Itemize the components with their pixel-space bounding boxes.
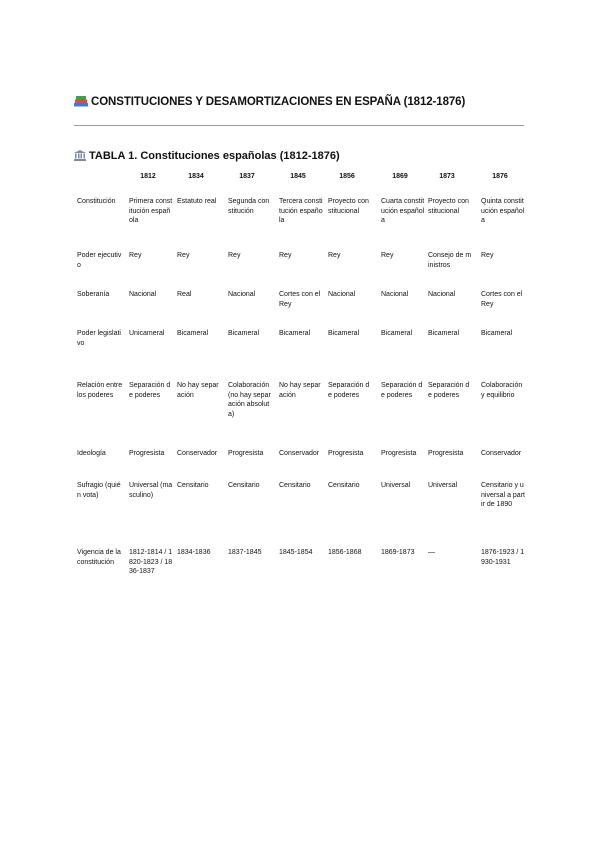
- table-cell: Nacional: [129, 291, 157, 298]
- table-cell: Progresista: [129, 450, 165, 457]
- table-title-text: TABLA 1. Constituciones españolas (1812-1876): [89, 150, 340, 162]
- table-cell: Rey: [328, 252, 341, 259]
- table-cell: Consejo de ministros: [428, 252, 472, 269]
- table-cell: Conservador: [177, 450, 218, 457]
- table-cell: Rey: [177, 252, 190, 259]
- row-label: Sufragio (quién vota): [77, 482, 121, 499]
- table-cell: Progresista: [428, 450, 464, 457]
- table-cell: —: [428, 549, 435, 556]
- table-cell: Bicameral: [381, 330, 413, 337]
- table-cell: Progresista: [228, 450, 264, 457]
- table-cell: 1856-1868: [328, 549, 362, 556]
- column-header: 1845: [290, 173, 306, 180]
- classical-building-icon: [74, 150, 86, 162]
- table-cell: Bicameral: [279, 330, 311, 337]
- document-title-text: CONSTITUCIONES Y DESAMORTIZACIONES EN ESPAÑA (1812-1876): [91, 96, 466, 108]
- books-icon: [74, 96, 88, 108]
- table-cell: Progresista: [381, 450, 417, 457]
- column-header: 1812: [140, 173, 156, 180]
- table-cell: Proyecto constitucional: [428, 198, 469, 215]
- table-cell: Primera constitución española: [129, 198, 173, 225]
- table-cell: Real: [177, 291, 192, 298]
- table-cell: Nacional: [428, 291, 456, 298]
- table-cell: Separación de poderes: [328, 382, 370, 399]
- table-cell: Universal: [428, 482, 458, 489]
- table-cell: Censitario: [328, 482, 360, 489]
- table-cell: Unicameral: [129, 330, 165, 337]
- table-cell: Segunda constitución: [228, 198, 270, 215]
- table-cell: Nacional: [228, 291, 256, 298]
- title-divider: [74, 125, 524, 126]
- table-cell: Censitario: [279, 482, 311, 489]
- table-cell: Universal: [381, 482, 411, 489]
- table-cell: Conservador: [481, 450, 522, 457]
- table-cell: Conservador: [279, 450, 320, 457]
- table-cell: Censitario: [177, 482, 209, 489]
- row-label: Poder ejecutivo: [77, 252, 122, 269]
- table-cell: Bicameral: [428, 330, 460, 337]
- table-cell: No hay separación: [177, 382, 219, 399]
- table-cell: Rey: [481, 252, 494, 259]
- table-title: [74, 150, 340, 162]
- table-cell: Nacional: [328, 291, 356, 298]
- row-label: Soberanía: [77, 291, 110, 298]
- table-cell: Universal (masculino): [129, 482, 173, 499]
- table-cell: Rey: [381, 252, 394, 259]
- table-cell: Tercera constitución española: [279, 198, 323, 225]
- column-header: 1873: [439, 173, 455, 180]
- table-cell: Proyecto constitucional: [328, 198, 369, 215]
- row-label: Vigencia de la constitución: [77, 549, 121, 566]
- table-cell: 1812-1814 / 1820-1823 / 1836-1837: [129, 549, 173, 576]
- table-cell: No hay separación: [279, 382, 321, 399]
- table-cell: Progresista: [328, 450, 364, 457]
- row-label: Ideología: [77, 450, 106, 457]
- table-cell: Rey: [228, 252, 241, 259]
- column-header: 1869: [392, 173, 408, 180]
- table-cell: Cortes con el Rey: [481, 291, 523, 308]
- row-label: Poder legislativo: [77, 330, 121, 347]
- table-cell: Rey: [279, 252, 292, 259]
- table-cell: Censitario y universal a partir de 1890: [481, 482, 525, 509]
- table-cell: 1876-1923 / 1930-1931: [481, 549, 525, 566]
- table-cell: 1837-1845: [228, 549, 262, 556]
- table-cell: Colaboración (no hay separación absoluta): [228, 382, 271, 418]
- table-cell: Separación de poderes: [381, 382, 423, 399]
- row-label: Constitución: [77, 198, 116, 205]
- table-cell: 1845-1854: [279, 549, 313, 556]
- document-title: [74, 96, 534, 108]
- table-cell: Censitario: [228, 482, 260, 489]
- table-cell: Cuarta constitución española: [381, 198, 425, 225]
- table-cell: Nacional: [381, 291, 409, 298]
- table-cell: Bicameral: [177, 330, 209, 337]
- table-cell: Separación de poderes: [428, 382, 470, 399]
- column-header: 1834: [188, 173, 204, 180]
- table-cell: Quinta constitución española: [481, 198, 525, 225]
- table-cell: Cortes con el Rey: [279, 291, 321, 308]
- table-cell: 1869-1873: [381, 549, 415, 556]
- row-label: Relación entre los poderes: [77, 382, 123, 399]
- table-cell: Separación de poderes: [129, 382, 171, 399]
- table-cell: Bicameral: [481, 330, 513, 337]
- table-cell: Rey: [129, 252, 142, 259]
- table-cell: 1834-1836: [177, 549, 211, 556]
- table-cell: Colaboración y equilibrio: [481, 382, 523, 399]
- column-header: 1856: [339, 173, 355, 180]
- table-cell: Bicameral: [228, 330, 260, 337]
- column-header: 1837: [239, 173, 255, 180]
- table-cell: Bicameral: [328, 330, 360, 337]
- column-header: 1876: [492, 173, 508, 180]
- table-cell: Estatuto real: [177, 198, 217, 205]
